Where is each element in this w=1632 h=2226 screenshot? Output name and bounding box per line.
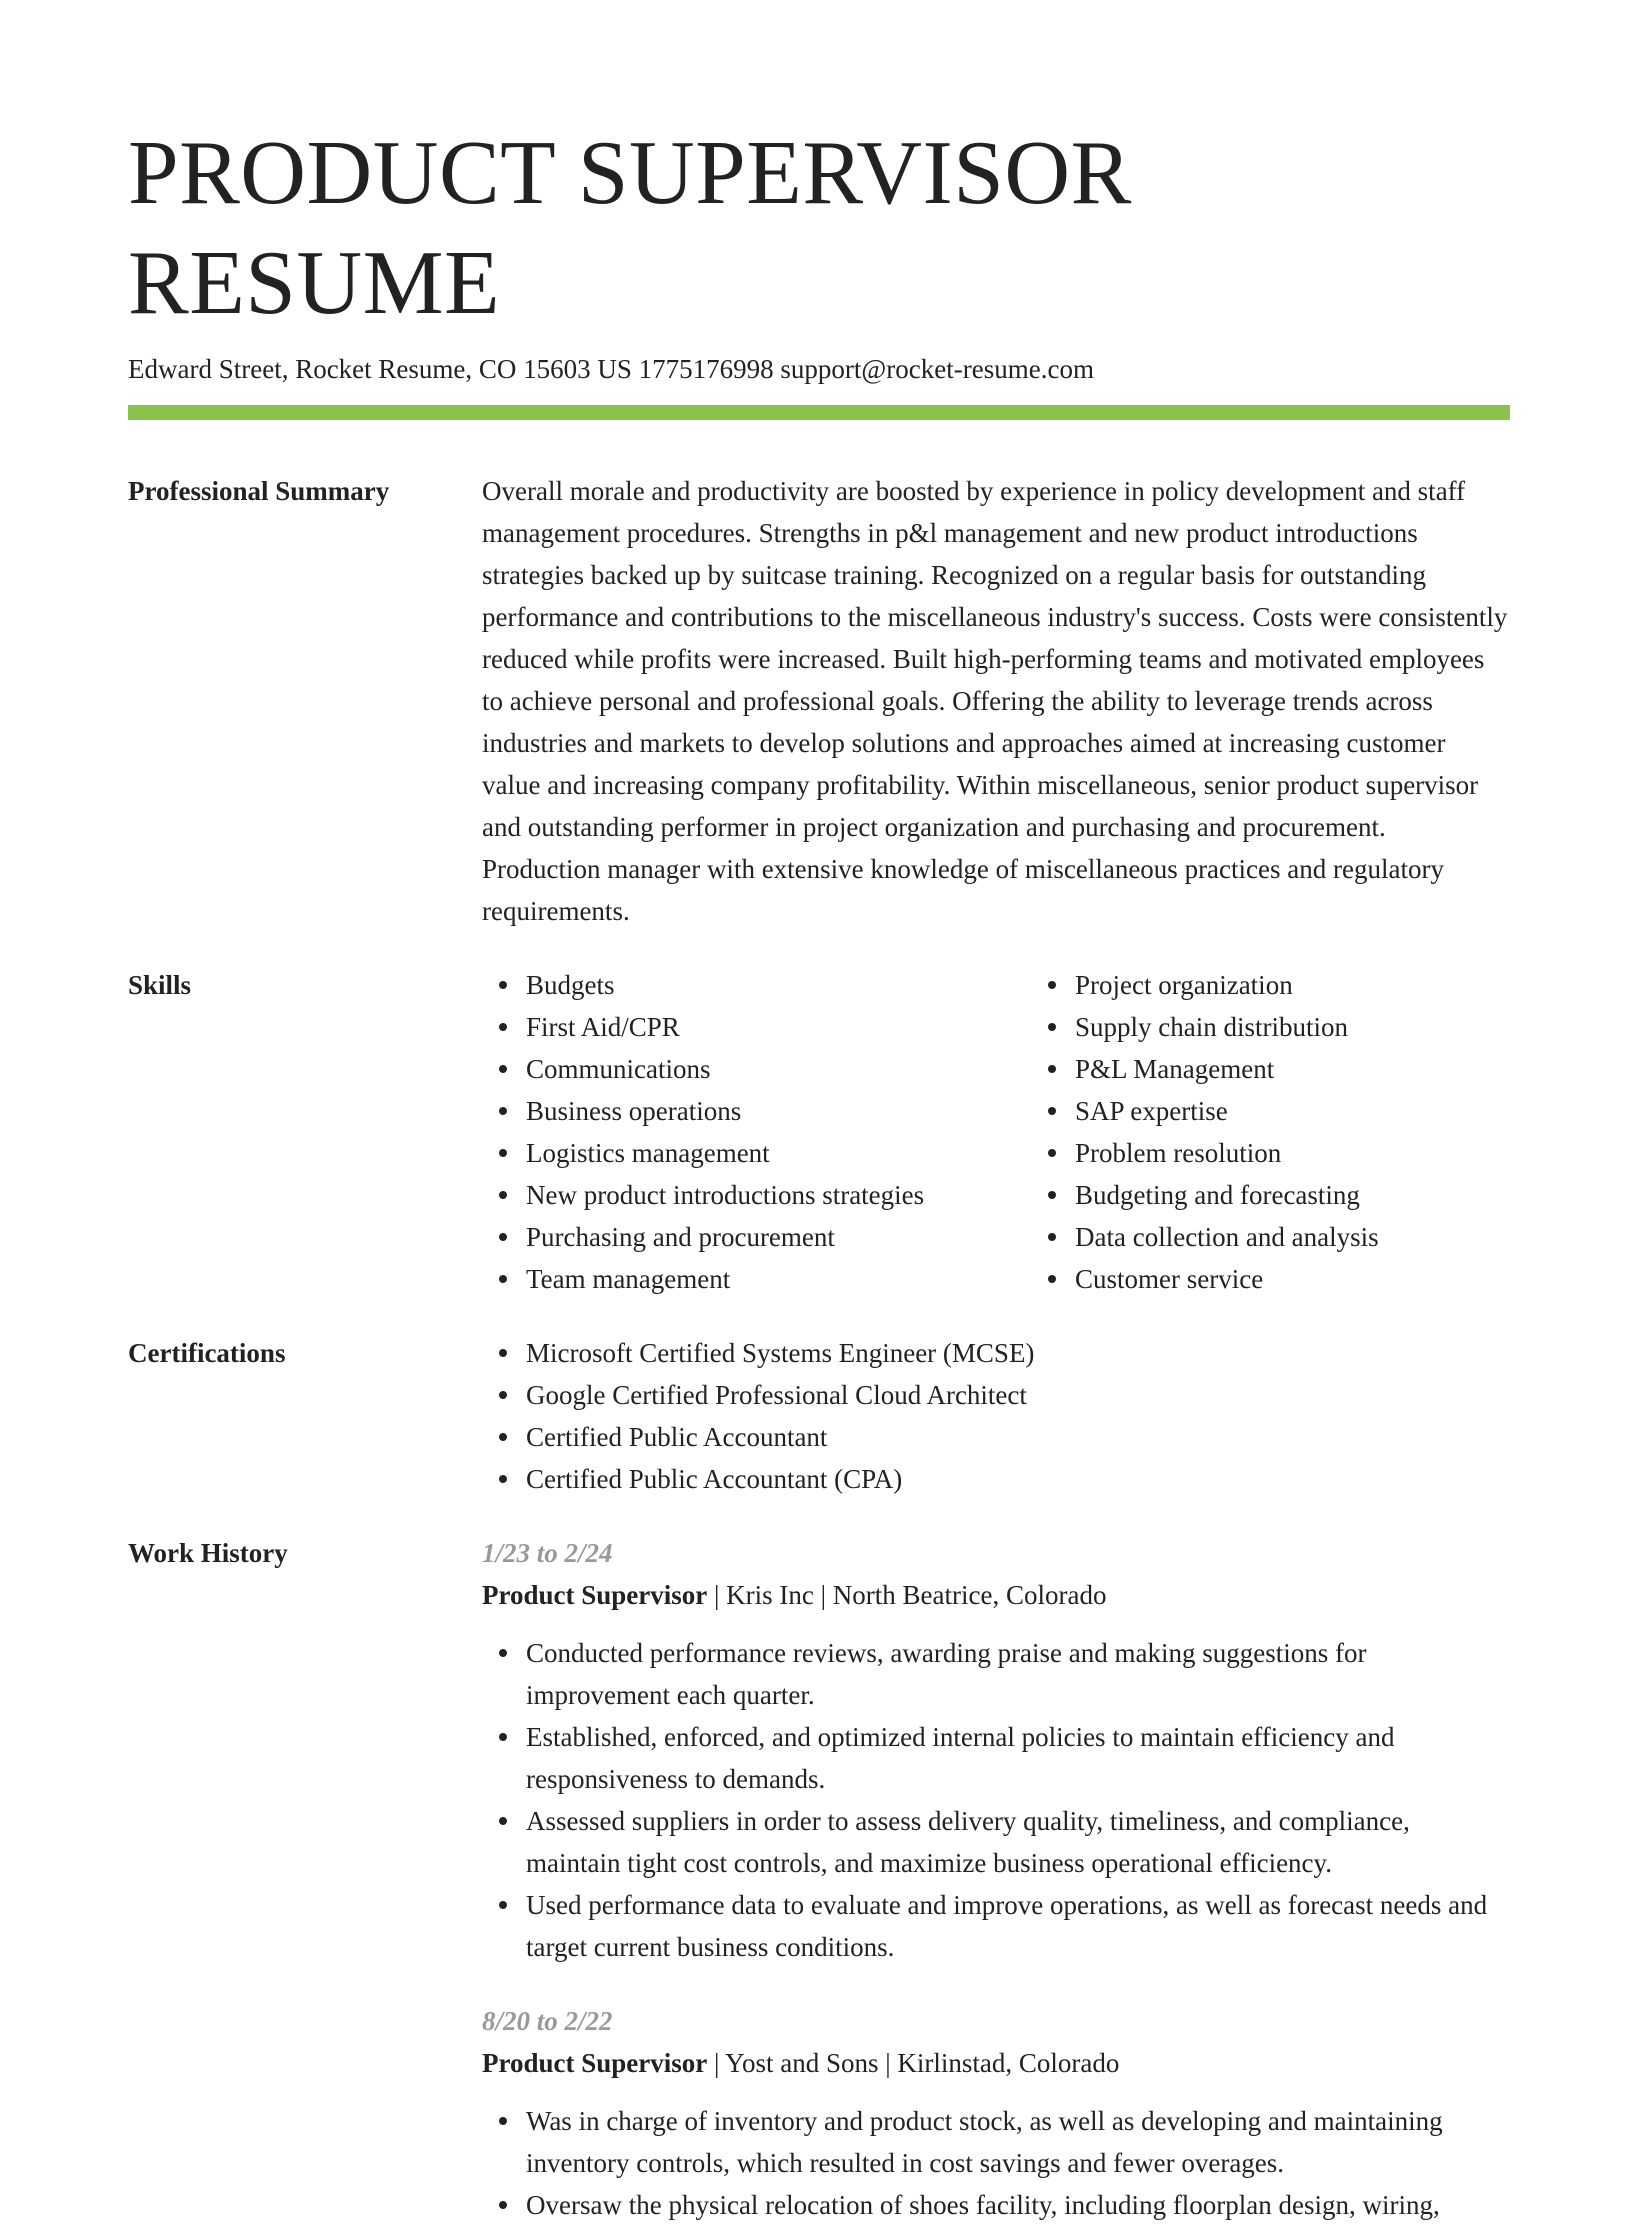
certifications-section — [128, 1332, 1510, 1500]
job-details: | Kris Inc | North Beatrice, Colorado — [707, 1580, 1107, 1610]
skill-item: Project organization — [1075, 964, 1510, 1006]
certification-item: Certified Public Accountant — [526, 1416, 1510, 1458]
job-entry — [482, 2000, 1510, 2226]
certifications-body — [482, 1332, 1510, 1500]
skill-item: Budgets — [526, 964, 1031, 1006]
skill-item: Problem resolution — [1075, 1132, 1510, 1174]
contact-info: Edward Street, Rocket Resume, CO 15603 US 1775176998 support@rocket-resume.com — [128, 354, 1094, 384]
work-history-body — [482, 1532, 1510, 2226]
skill-item: Business operations — [526, 1090, 1031, 1132]
professional-summary-section — [128, 470, 1510, 932]
job-details: | Yost and Sons | Kirlinstad, Colorado — [707, 2048, 1120, 2078]
skills-section — [128, 964, 1510, 1300]
skill-item: Logistics management — [526, 1132, 1031, 1174]
job-dates: 8/20 to 2/22 — [482, 2006, 613, 2036]
certifications-list — [482, 1332, 1510, 1500]
section-label-summary: Professional Summary — [128, 476, 390, 506]
job-bullets — [482, 1632, 1510, 1968]
certification-item: Certified Public Accountant (CPA) — [526, 1458, 1510, 1500]
skill-item: Supply chain distribution — [1075, 1006, 1510, 1048]
skills-list-2 — [1031, 964, 1510, 1300]
job-heading — [482, 1574, 1510, 1616]
skills-columns — [482, 964, 1510, 1300]
job-bullet: Assessed suppliers in order to assess delivery quality, timeliness, and compliance, maintain tight cost controls, and maximize business operational efficiency. — [526, 1800, 1510, 1884]
section-label-skills: Skills — [128, 970, 192, 1000]
section-label-certifications: Certifications — [128, 1338, 286, 1368]
skill-item: Team management — [526, 1258, 1031, 1300]
job-bullet: Conducted performance reviews, awarding praise and making suggestions for improvement each quarter. — [526, 1632, 1510, 1716]
job-entry — [482, 1532, 1510, 1968]
summary-text: Overall morale and productivity are boosted by experience in policy development and staff management procedures. Strengths in p&l management and new product introductions strategies backed up by suitcase training. Recognized on a regular basis for outstanding performance and contributions to the miscellaneous industry's success. Costs were consistently reduced while profits were increased. Built high-performing teams and motivated employees to achieve personal and professional goals. Offering the ability to leverage trends across industries and markets to develop solutions and approaches aimed at increasing customer value and increasing company profitability. Within miscellaneous, senior product supervisor and outstanding performer in project organization and purchasing and procurement. Production manager with extensive knowledge of miscellaneous practices and regulatory requirements. — [482, 476, 1508, 926]
job-bullets — [482, 2100, 1510, 2226]
skill-item: SAP expertise — [1075, 1090, 1510, 1132]
accent-divider — [128, 405, 1510, 420]
job-title: Product Supervisor — [482, 2048, 708, 2078]
section-label-work-history: Work History — [128, 1538, 288, 1568]
certification-item: Google Certified Professional Cloud Architect — [526, 1374, 1510, 1416]
page-title: PRODUCT SUPERVISOR RESUME — [128, 122, 1132, 333]
skills-list-1 — [482, 964, 1031, 1300]
skill-item: New product introductions strategies — [526, 1174, 1031, 1216]
skill-item: Data collection and analysis — [1075, 1216, 1510, 1258]
skill-item: Budgeting and forecasting — [1075, 1174, 1510, 1216]
certification-item: Microsoft Certified Systems Engineer (MCSE) — [526, 1332, 1510, 1374]
skill-item: First Aid/CPR — [526, 1006, 1031, 1048]
job-heading — [482, 2042, 1510, 2084]
job-bullet: Oversaw the physical relocation of shoes facility, including floorplan design, wiring, — [526, 2184, 1510, 2226]
job-bullet: Established, enforced, and optimized internal policies to maintain efficiency and responsiveness to demands. — [526, 1716, 1510, 1800]
job-dates: 1/23 to 2/24 — [482, 1538, 613, 1568]
skill-item: P&L Management — [1075, 1048, 1510, 1090]
job-bullet: Used performance data to evaluate and improve operations, as well as forecast needs and target current business conditions. — [526, 1884, 1510, 1968]
resume-page — [128, 0, 1510, 2226]
job-title: Product Supervisor — [482, 1580, 708, 1610]
skill-item: Communications — [526, 1048, 1031, 1090]
skill-item: Customer service — [1075, 1258, 1510, 1300]
job-bullet: Was in charge of inventory and product stock, as well as developing and maintaining inventory controls, which resulted in cost savings and fewer overages. — [526, 2100, 1510, 2184]
work-history-section — [128, 1532, 1510, 2226]
skill-item: Purchasing and procurement — [526, 1216, 1031, 1258]
